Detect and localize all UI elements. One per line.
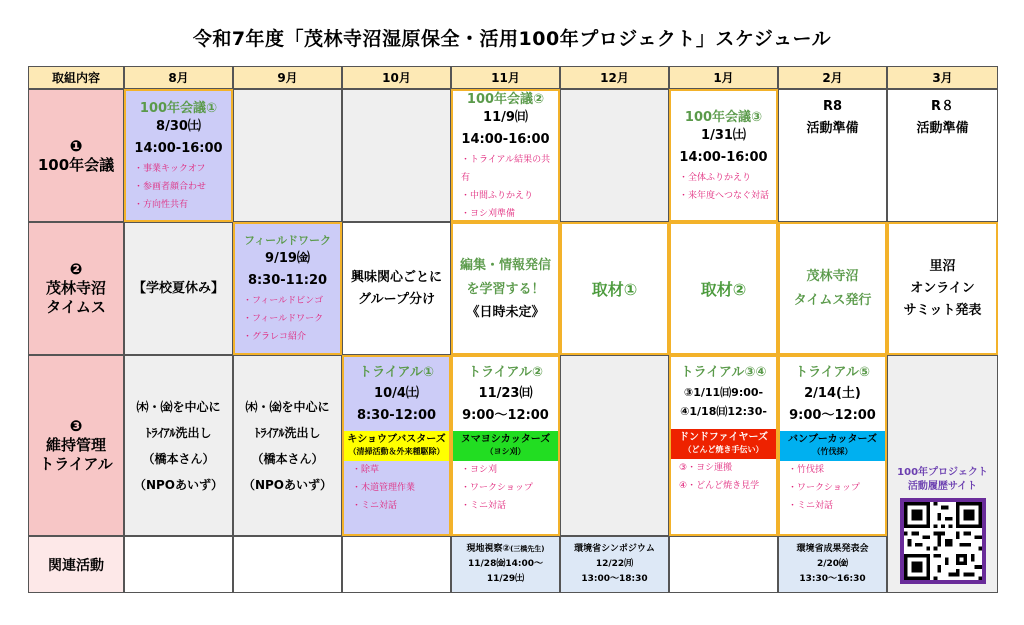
row-label-text: 維持管理 (45, 436, 106, 454)
trial-3-date: ③1/11㈰9:00- (683, 386, 764, 399)
trial-5-note: ・ミニ対話 (788, 501, 834, 511)
meeting-1-note: ・方向性共有 (134, 200, 189, 210)
meeting-3-note: ・来年度へつなぐ対話 (679, 191, 770, 201)
trial-prep-line: （橋本さん） (251, 451, 324, 466)
trial-prep-line: ㈭・㈮を中心に (136, 399, 221, 414)
editing-study-cell (451, 222, 560, 355)
trial-5-team-tag (780, 431, 885, 461)
site-visit-title: 現地視察② (466, 544, 511, 554)
trial-2-title: トライアル② (468, 365, 543, 380)
meeting-2-cell (451, 89, 560, 222)
trial-3-4-team-name: ドンドファイヤーズ (679, 432, 768, 443)
trial-5-note: ・ワークショップ (788, 483, 860, 493)
trial-2-cell (451, 355, 560, 536)
trial-5-date: 2/14(土) (804, 386, 861, 401)
trial-prep-line: ﾄﾗｲｱﾙ洗出し (254, 425, 321, 440)
trial-1-team-tag (344, 431, 449, 461)
trial-5-team-sub: （竹伐採） (812, 447, 853, 456)
meeting-2-note: ・トライアル結果の共有 (461, 155, 551, 183)
meeting-1-title: 100年会議① (139, 101, 218, 116)
trial-1-date: 10/4㈯ (374, 386, 419, 401)
fieldwork-date: 9/19㈮ (265, 250, 310, 266)
symposium-line1: 環境省シンポジウム (574, 544, 655, 554)
header-month-mar: 3月 (887, 66, 998, 89)
trial-1-note: ・除草 (352, 465, 380, 475)
trial-3-4-note: ③・ヨシ運搬 (679, 463, 733, 473)
header-month-oct: 10月 (342, 66, 451, 89)
trial-1-note: ・ミニ対話 (352, 501, 398, 511)
header-month-nov: 11月 (451, 66, 560, 89)
empty-cell (669, 536, 778, 593)
trial-2-note: ・ワークショップ (461, 483, 533, 493)
empty-cell (342, 89, 451, 222)
fieldwork-note: ・グラレコ紹介 (243, 331, 307, 342)
fieldwork-time: 8:30-11:20 (247, 272, 328, 288)
activity-site-cell (887, 355, 998, 593)
row-number: ❸ (69, 417, 83, 435)
fieldwork-note: ・フィールドワーク (243, 313, 324, 324)
interview-2-text: 取材② (700, 280, 747, 299)
fieldwork-cell (233, 222, 342, 355)
row-label-related: 関連活動 (28, 536, 124, 593)
meeting-2-note: ・中間ふりかえり (461, 191, 534, 201)
row-label-100nen-kaigi (28, 89, 124, 222)
results-line3: 13:30～16:30 (799, 574, 866, 584)
trial-prep-aug-cell (124, 355, 233, 536)
interview-2-cell (669, 222, 778, 355)
trial-1-cell (342, 355, 451, 536)
header-month-feb: 2月 (778, 66, 887, 89)
trial-1-note: ・木道管理作業 (352, 483, 416, 493)
trial-prep-line: ﾄﾗｲｱﾙ洗出し (145, 425, 212, 440)
symposium-cell (560, 536, 669, 593)
meeting-1-note: ・参画者顔合わせ (134, 182, 207, 192)
trial-prep-line: （NPOあいず） (242, 477, 333, 492)
results-line2: 2/20㈮ (816, 559, 849, 569)
trial-prep-sep-cell (233, 355, 342, 536)
fieldwork-title: フィールドワーク (244, 233, 331, 247)
site-visit-line3: 11/29㈯ (486, 574, 525, 584)
results-presentation-cell (778, 536, 887, 593)
trial-5-team-name: バンブーカッターズ (788, 434, 877, 445)
meeting-2-note: ・ヨシ刈準備 (461, 209, 516, 219)
mar-prep-cell (887, 89, 998, 222)
feb-prep-line2: 活動準備 (806, 121, 859, 136)
meeting-2-title: 100年会議② (466, 92, 545, 107)
empty-cell (124, 536, 233, 593)
editing-line1: 編集・情報発信 (459, 257, 551, 273)
trial-3-4-title: トライアル③④ (680, 365, 767, 380)
header-corner: 取組内容 (28, 66, 124, 89)
editing-line3: 《日時未定》 (466, 304, 545, 320)
row-label-trial (28, 355, 124, 536)
editing-line2: を学習する！ (466, 281, 545, 297)
mar-prep-line2: 活動準備 (916, 121, 969, 136)
trial-2-note: ・ヨシ刈 (461, 465, 498, 475)
meeting-3-note: ・全体ふりかえり (679, 173, 752, 183)
feb-prep-cell (778, 89, 887, 222)
header-month-aug: 8月 (124, 66, 233, 89)
trial-prep-line: （橋本さん） (142, 451, 215, 466)
row-number: ❷ (69, 260, 83, 278)
row-label-text: 茂林寺沼 (45, 279, 106, 297)
header-month-dec: 12月 (560, 66, 669, 89)
row-number: ❶ (69, 136, 83, 155)
meeting-3-date: 1/31㈯ (701, 128, 746, 143)
trial-2-team-sub: （ヨシ刈） (485, 447, 526, 456)
trial-2-team-name: ヌマヨシカッターズ (460, 434, 551, 445)
site-visit-line2: 11/28㈮14:00～ (468, 559, 543, 569)
trial-5-time: 9:00～12:00 (789, 408, 876, 423)
row-label-text: タイムス (46, 298, 106, 316)
symposium-line2: 12/22㈪ (595, 559, 634, 569)
trial-3-4-team-sub: （どんど焼き手伝い） (683, 445, 764, 454)
meeting-2-time: 14:00-16:00 (461, 132, 550, 147)
trial-3-4-note: ④・どんど焼き見学 (679, 481, 760, 491)
row-label-text: トライアル (39, 455, 113, 473)
grouping-cell (342, 222, 451, 355)
summit-cell (887, 222, 998, 355)
symposium-line3: 13:00～18:30 (581, 574, 648, 584)
activity-site-line1: 100年プロジェクト (897, 467, 988, 478)
header-month-jan: 1月 (669, 66, 778, 89)
meeting-3-title: 100年会議③ (684, 110, 763, 125)
trial-2-date: 11/23㈰ (478, 386, 533, 401)
grouping-line1: 興味関心ごとに (350, 269, 442, 285)
meeting-1-cell (124, 89, 233, 222)
meeting-3-time: 14:00-16:00 (679, 150, 768, 165)
fieldwork-note: ・フィールドビンゴ (243, 295, 324, 306)
empty-cell (560, 355, 669, 536)
grouping-line2: グループ分け (358, 291, 435, 307)
results-line1: 環境省成果発表会 (796, 544, 869, 554)
summer-vacation-cell (124, 222, 233, 355)
interview-1-text: 取材① (591, 280, 638, 299)
trial-1-team-name: キショウブバスターズ (347, 434, 446, 445)
meeting-3-cell (669, 89, 778, 222)
row-label-text: 100年会議 (37, 155, 115, 174)
site-visit-teacher: (三橋先生) (510, 545, 545, 553)
trial-prep-line: ㈭・㈮を中心に (245, 399, 330, 414)
trial-3-4-team-tag (671, 429, 776, 459)
trial-1-team-sub: （清掃活動＆外来種駆除） (348, 447, 445, 456)
interview-1-cell (560, 222, 669, 355)
trial-3-4-cell (669, 355, 778, 536)
summit-line2: オンライン (910, 280, 975, 296)
trial-5-cell (778, 355, 887, 536)
empty-cell (342, 536, 451, 593)
trial-prep-line: （NPOあいず） (133, 477, 224, 492)
qr-code-icon[interactable] (900, 498, 986, 584)
site-visit-cell (451, 536, 560, 593)
summer-vacation-text: 【学校夏休み】 (132, 280, 224, 296)
row-label-times (28, 222, 124, 355)
empty-cell (233, 89, 342, 222)
trial-5-title: トライアル⑤ (795, 365, 870, 380)
feb-prep-line1: R8 (822, 99, 843, 114)
times-publish-line2: タイムス発行 (793, 292, 872, 308)
meeting-1-time: 14:00-16:00 (134, 141, 223, 156)
summit-line3: サミット発表 (903, 302, 982, 318)
header-month-sep: 9月 (233, 66, 342, 89)
times-publish-cell (778, 222, 887, 355)
meeting-2-date: 11/9㈰ (483, 110, 528, 125)
trial-1-time: 8:30-12:00 (356, 408, 437, 423)
trial-2-note: ・ミニ対話 (461, 501, 507, 511)
activity-site-line2: 活動履歴サイト (907, 481, 978, 492)
page-title: 令和7年度「茂林寺沼湿原保全・活用100年プロジェクト」スケジュール (192, 28, 832, 50)
mar-prep-line1: R８ (930, 99, 954, 114)
trial-1-title: トライアル① (359, 365, 434, 380)
summit-line1: 里沼 (929, 258, 956, 274)
trial-4-date: ④1/18㈰12:30- (680, 405, 767, 418)
meeting-1-date: 8/30㈯ (156, 119, 201, 134)
empty-cell (233, 536, 342, 593)
meeting-1-note: ・事業キックオフ (134, 164, 206, 174)
empty-cell (560, 89, 669, 222)
trial-5-note: ・竹伐採 (788, 465, 825, 475)
times-publish-line1: 茂林寺沼 (806, 268, 859, 284)
site-visit-line1 (466, 542, 544, 557)
trial-2-team-tag (453, 431, 558, 461)
trial-2-time: 9:00～12:00 (462, 408, 549, 423)
